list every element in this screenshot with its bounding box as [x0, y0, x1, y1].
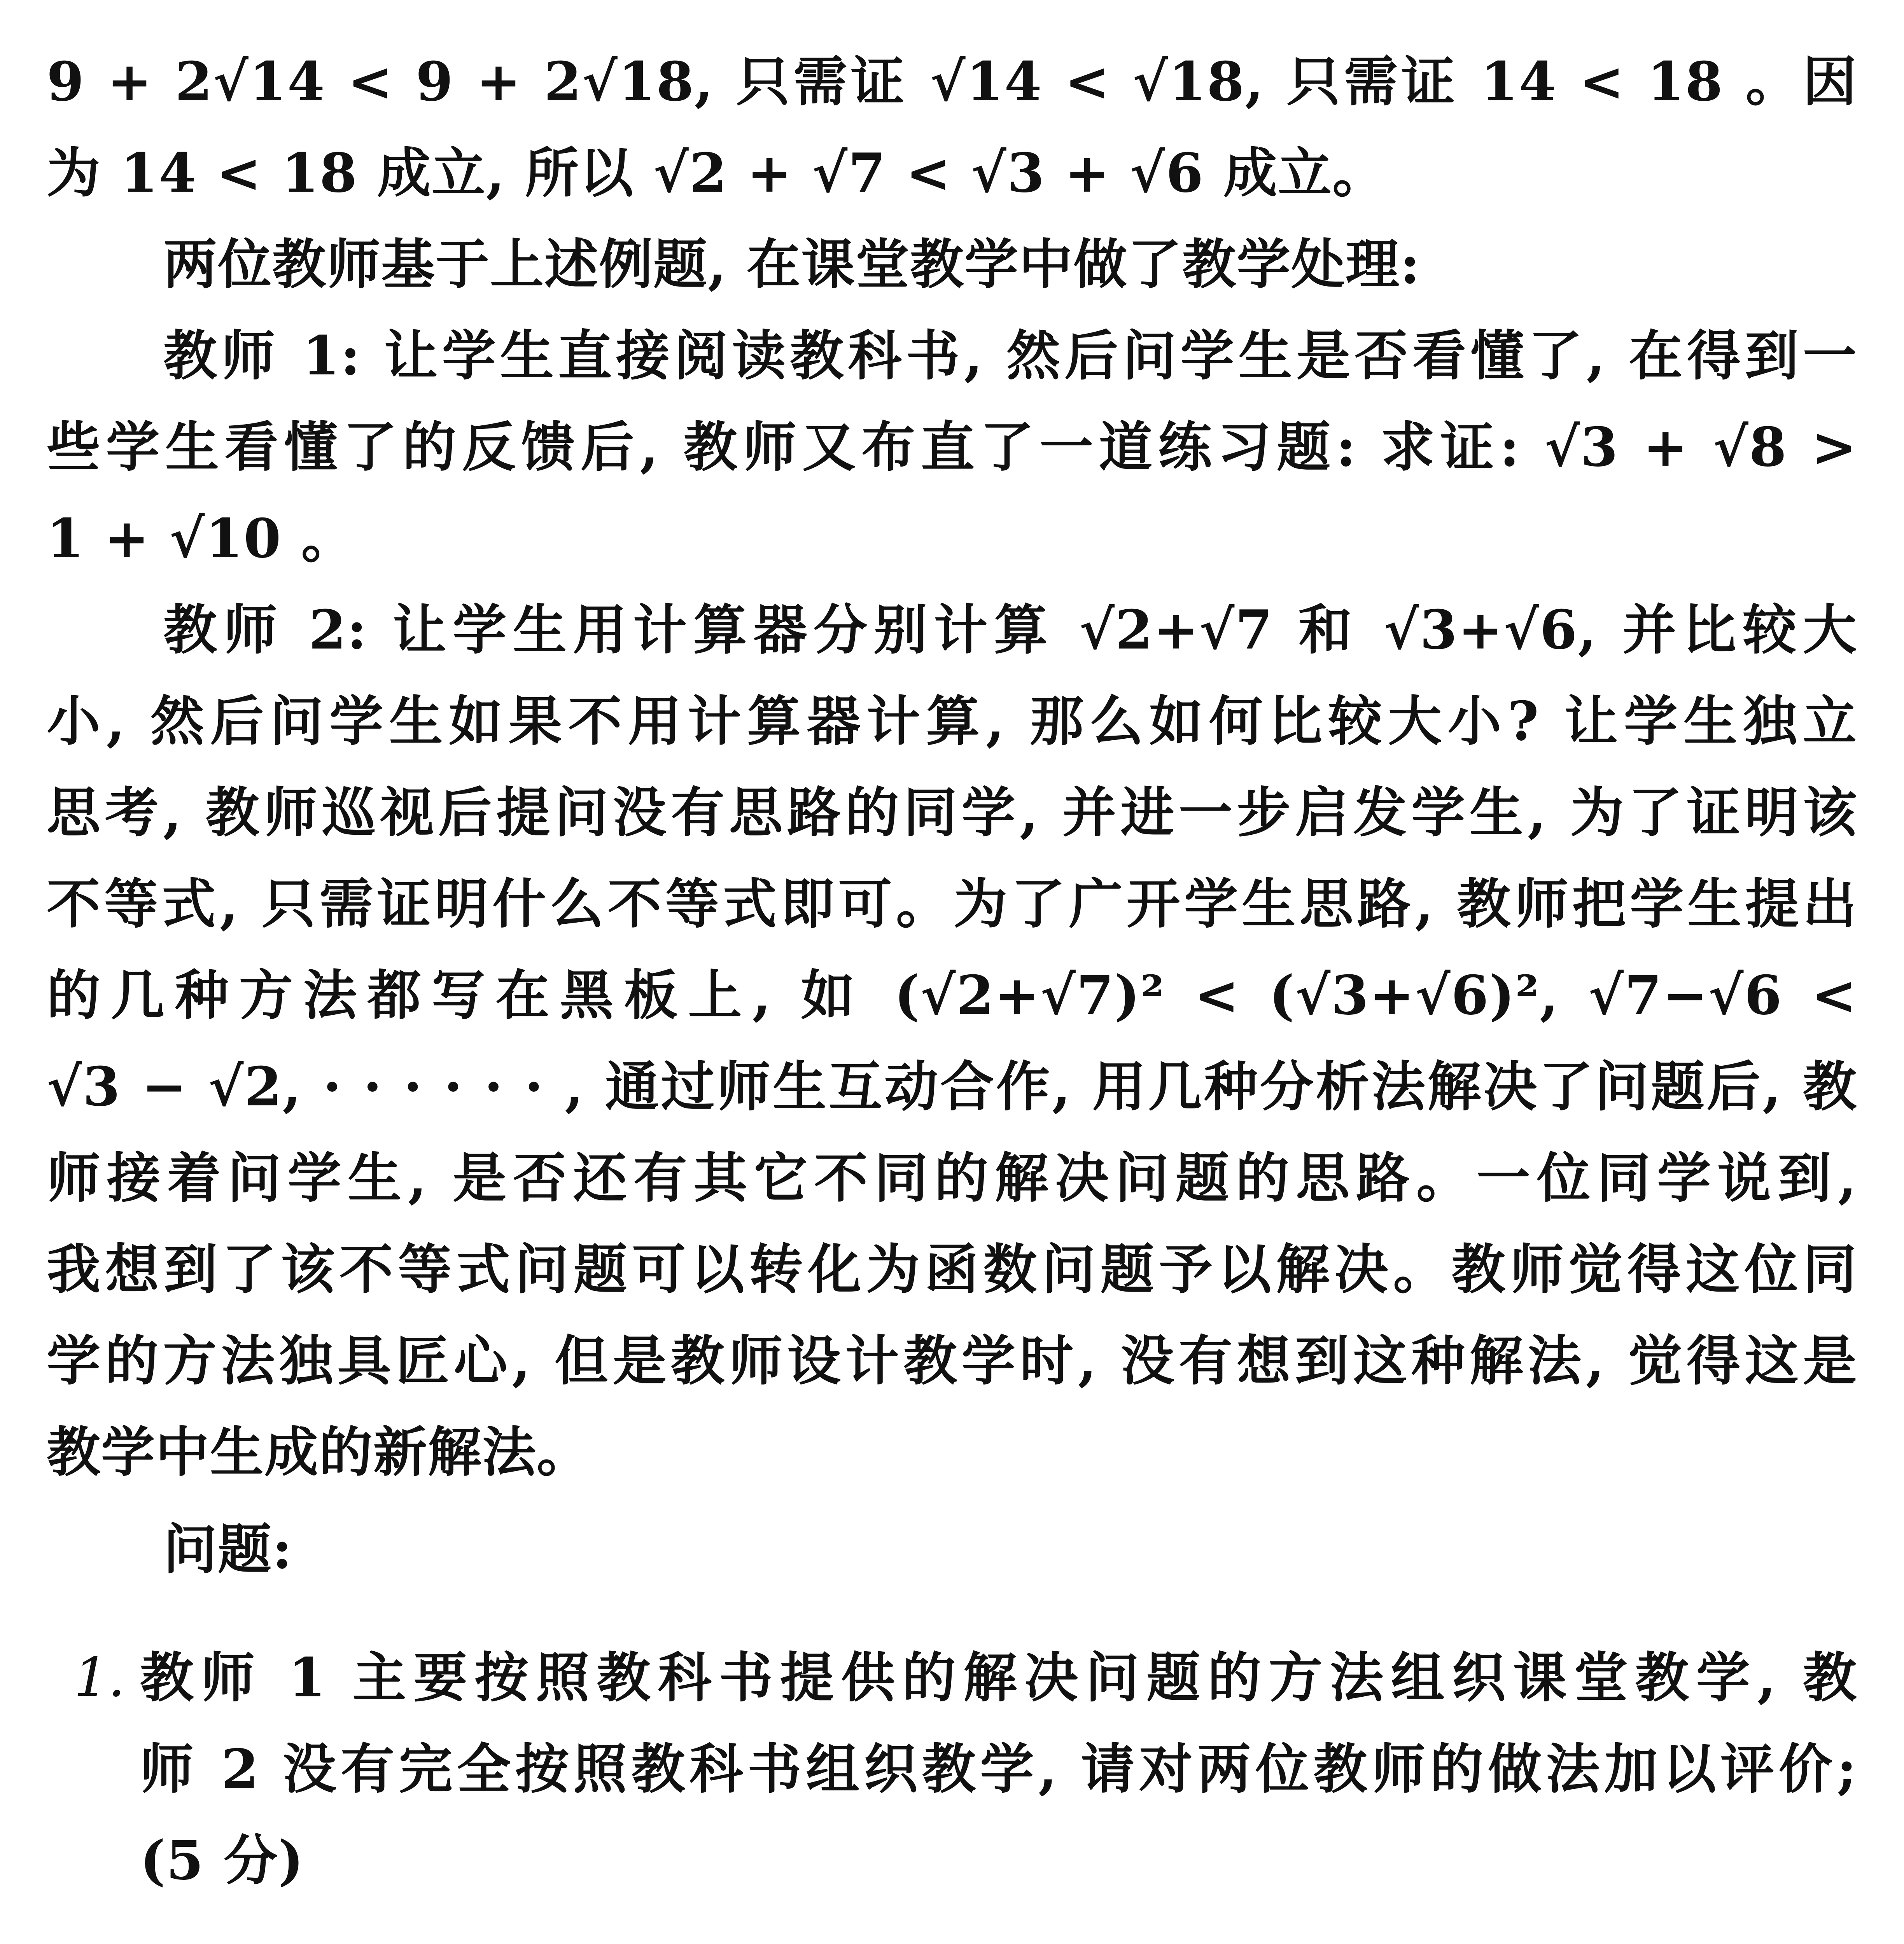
text-line: 教师 1: 让学生直接阅读教科书, 然后问学生是否看懂了, 在得到一 — [163, 324, 1857, 387]
text-line: 教学中生成的新解法。 — [47, 1420, 592, 1484]
text-line: 思考, 教师巡视后提问没有思路的同学, 并进一步启发学生, 为了证明该 — [47, 781, 1857, 844]
text-line: 1 + √10 。 — [47, 507, 356, 570]
text-line: 9 + 2√14 < 9 + 2√18, 只需证 √14 < √18, 只需证 14 < 18 。因 — [47, 50, 1857, 113]
text-line: 些学生看懂了的反馈后, 教师又布直了一道练习题: 求证: √3 + √8 > — [47, 415, 1857, 479]
text-line: 小, 然后问学生如果不用计算器计算, 那么如何比较大小? 让学生独立 — [47, 689, 1857, 753]
text-line: √3 − √2, · · · · · · , 通过师生互动合作, 用几种分析法解决了问题后, 教 — [47, 1055, 1857, 1118]
list-item-marker: 1. — [74, 1646, 125, 1709]
text-line: 教师 2: 让学生用计算器分别计算 √2+√7 和 √3+√6, 并比较大 — [163, 598, 1857, 661]
text-line: 两位教师基于上述例题, 在课堂教学中做了教学处理: — [163, 233, 1421, 296]
questions-heading: 问题: — [163, 1517, 293, 1581]
list-item-line: 师 2 没有完全按照教科书组织教学, 请对两位教师的做法加以评价; — [140, 1737, 1857, 1801]
text-line: 不等式, 只需证明什么不等式即可。为了广开学生思路, 教师把学生提出 — [47, 872, 1857, 935]
text-line: 的几种方法都写在黑板上, 如 (√2+√7)² < (√3+√6)², √7−√6 < — [47, 963, 1857, 1027]
text-line: 我想到了该不等式问题可以转化为函数问题予以解决。教师觉得这位同 — [47, 1238, 1857, 1301]
text-line: 学的方法独具匠心, 但是教师设计教学时, 没有想到这种解法, 觉得这是 — [47, 1329, 1857, 1392]
list-item-line: (5 分) — [140, 1829, 304, 1892]
text-line: 为 14 < 18 成立, 所以 √2 + √7 < √3 + √6 成立。 — [47, 141, 1387, 205]
text-line: 师接着问学生, 是否还有其它不同的解决问题的思路。一位同学说到, — [47, 1146, 1857, 1210]
list-item-line: 教师 1 主要按照教科书提供的解决问题的方法组织课堂教学, 教 — [140, 1646, 1857, 1709]
